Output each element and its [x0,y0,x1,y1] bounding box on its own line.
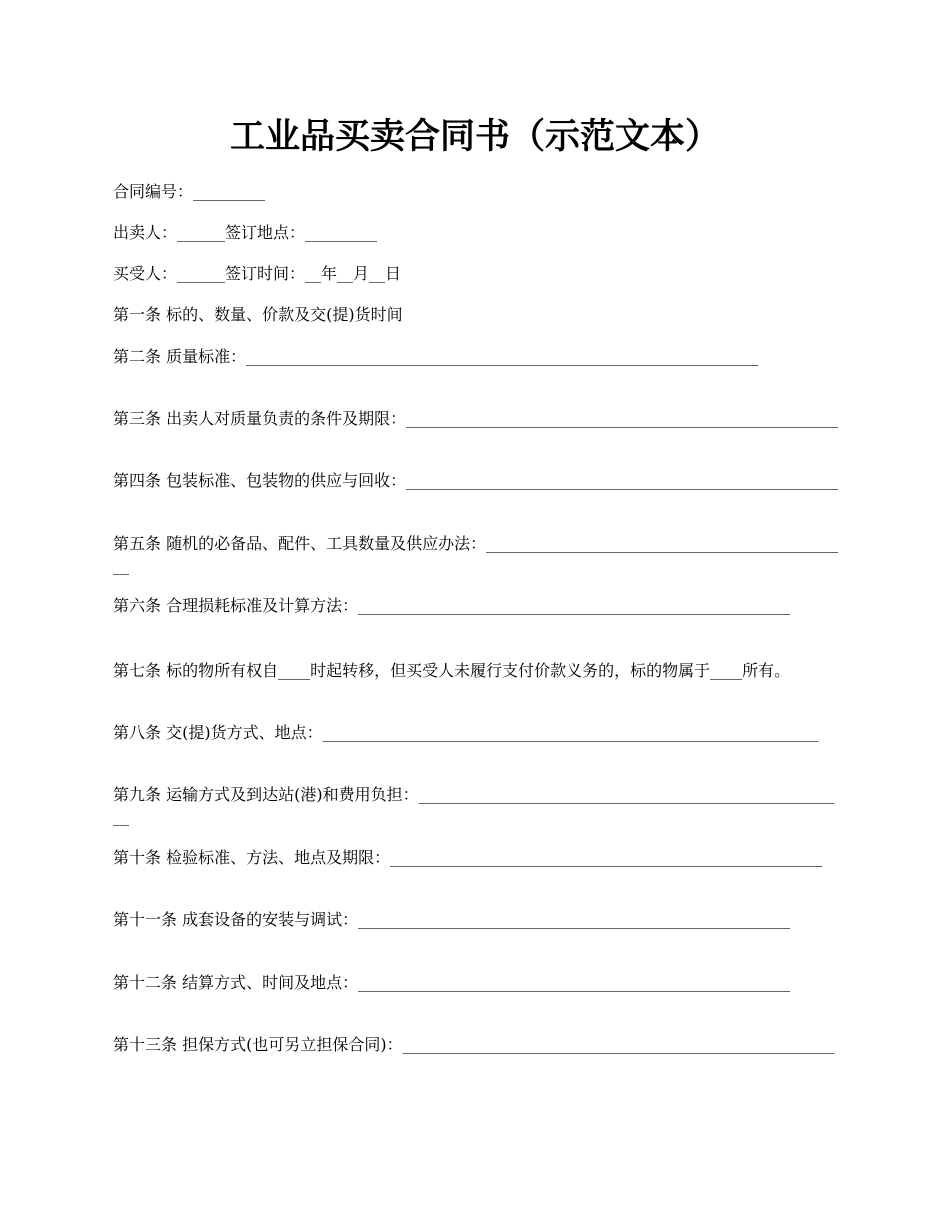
article-7: 第七条 标的物所有权自____时起转移，但买受人未履行支付价款义务的，标的物属于____所有。 [113,661,791,680]
article-2: 第二条 质量标准：________________________________________________________________ [113,347,759,366]
article-8: 第八条 交(提)货方式、地点：______________________________________________________________ [113,723,819,742]
article-12: 第十二条 结算方式、时间及地点：______________________________________________________ [113,973,791,992]
article-6: 第六条 合理损耗标准及计算方法：______________________________________________________ [113,596,791,615]
article-13: 第十三条 担保方式(也可另立担保合同)：______________________________________________________ [113,1035,835,1054]
document-title: 工业品买卖合同书（示范文本） [229,116,720,157]
article-9: 第九条 运输方式及到达站(港)和费用负担：______________________________________________________ [113,785,835,826]
buyer-line: 买受人：______签订时间：__年__月__日 [113,264,402,283]
contract-number-line: 合同编号：_________ [113,182,266,201]
article-11: 第十一条 成套设备的安装与调试：______________________________________________________ [113,910,791,929]
article-3: 第三条 出卖人对质量负责的条件及期限：______________________________________________________ [113,409,839,428]
article-5: 第五条 随机的必备品、配件、工具数量及供应办法：______________________________________________ [113,534,839,575]
seller-line: 出卖人：______签订地点：_________ [113,223,378,242]
article-10: 第十条 检验标准、方法、地点及期限：______________________________________________________ [113,848,823,867]
article-1: 第一条 标的、数量、价款及交(提)货时间 [113,305,403,324]
article-4: 第四条 包装标准、包装物的供应与回收：______________________________________________________ [113,471,839,490]
